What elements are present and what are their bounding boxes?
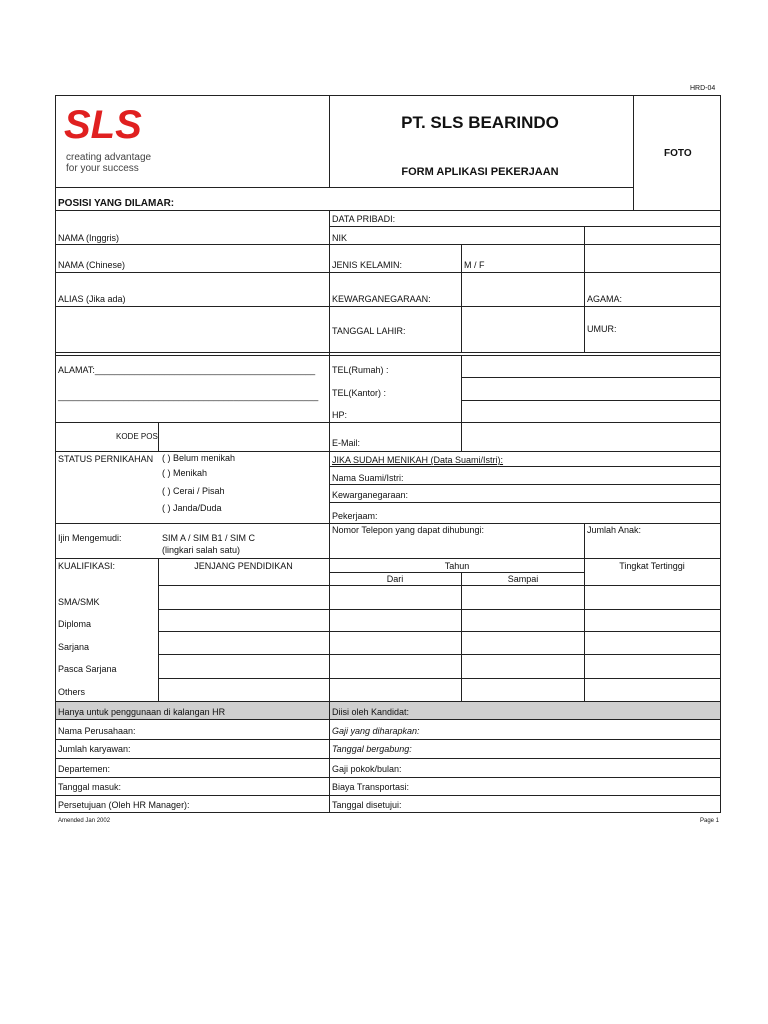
nama-perusahaan-label: Nama Perusahaan: [58, 726, 136, 736]
gaji-diharapkan-label: Gaji yang diharapkan: [332, 726, 420, 736]
edu-level-2: Diploma [58, 619, 92, 629]
data-pribadi-label: DATA PRIBADI: [332, 214, 396, 224]
tanggal-bergabung-label: Tanggal bergabung: [332, 744, 412, 754]
form-title: FORM APLIKASI PEKERJAAN [401, 166, 559, 178]
tagline-line2: for your success [66, 163, 139, 174]
biaya-transportasi-label: Biaya Transportasi: [332, 782, 410, 792]
tel-kantor-label: TEL(Kantor) : [332, 388, 387, 398]
tanggal-masuk-label: Tanggal masuk: [58, 782, 122, 792]
jenis-kelamin-label: JENIS KELAMIN: [332, 260, 403, 270]
nomor-telepon-label: Nomor Telepon yang dapat dihubungi: [332, 525, 484, 535]
sim-note: (lingkari salah satu) [162, 545, 241, 555]
departemen-label: Departemen: [58, 764, 111, 774]
tahun-header: Tahun [444, 561, 470, 571]
posisi-label: POSISI YANG DILAMAR: [58, 198, 175, 209]
kewarganegaraan-label: KEWARGANEGARAAN: [332, 294, 431, 304]
persetujuan-label: Persetujuan (Oleh HR Manager): [58, 800, 190, 810]
tingkat-header: Tingkat Tertinggi [619, 561, 685, 571]
edu-level-3: Sarjana [58, 642, 90, 652]
nama-chinese-label: NAMA (Chinese) [58, 260, 126, 270]
pekerjaan-label: Pekerjaam: [332, 511, 378, 521]
tagline-line1: creating advantage [66, 152, 152, 163]
edu-level-5: Others [58, 687, 86, 697]
kualifikasi-label: KUALIFIKASI: [58, 561, 116, 571]
status-option-2: ( ) Menikah [162, 468, 208, 478]
alamat-label: ALAMAT:____________________________________________ [58, 365, 316, 375]
nama-inggris-label: NAMA (Inggris) [58, 233, 120, 243]
status-option-3: ( ) Cerai / Pisah [162, 486, 225, 496]
hr-only-label: Hanya untuk penggunaan di kalangan HR [58, 707, 226, 717]
ijin-mengemudi-label: Ijin Mengemudi: [58, 533, 122, 543]
umur-label: UMUR: [587, 324, 617, 334]
tel-rumah-label: TEL(Rumah) : [332, 365, 389, 375]
photo-label: FOTO [664, 148, 692, 159]
alias-label: ALIAS (Jika ada) [58, 294, 126, 304]
edu-level-1: SMA/SMK [58, 597, 100, 607]
logo-text: SLS [64, 104, 142, 144]
agama-label: AGAMA: [587, 294, 623, 304]
jumlah-karyawan-label: Jumlah karyawan: [58, 744, 131, 754]
doc-code: HRD-04 [690, 85, 716, 92]
sls-logo [64, 104, 164, 144]
tanggal-disetujui-label: Tanggal disetujui: [332, 800, 402, 810]
email-label: E-Mail: [332, 438, 361, 448]
company-name: PT. SLS BEARINDO [401, 113, 559, 132]
gender-options: M / F [464, 260, 485, 270]
gaji-pokok-label: Gaji pokok/bulan: [332, 764, 402, 774]
alamat-line2: ____________________________________________________ [58, 391, 319, 401]
nama-suami-label: Nama Suami/Istri: [332, 473, 404, 483]
jika-menikah-label: JIKA SUDAH MENIKAH (Data Suami/Istri): [332, 455, 504, 465]
sampai-header: Sampai [507, 574, 539, 584]
tanggal-lahir-label: TANGGAL LAHIR: [332, 326, 406, 336]
hp-label: HP: [332, 410, 348, 420]
jenjang-header: JENJANG PENDIDIKAN [194, 561, 293, 571]
jumlah-anak-label: Jumlah Anak: [587, 525, 642, 535]
kewarganegaraan2-label: Kewarganegaraan: [332, 490, 409, 500]
status-pernikahan-label: STATUS PERNIKAHAN [58, 454, 154, 464]
footer-page: Page 1 [700, 818, 720, 824]
kode-pos-label: KODE POS [116, 432, 158, 441]
footer-amended: Amended Jan 2002 [58, 818, 111, 824]
nik-label: NIK [332, 233, 348, 243]
status-option-1: ( ) Belum menikah [162, 453, 236, 463]
diisi-kandidat-label: Diisi oleh Kandidat: [332, 707, 410, 717]
edu-level-4: Pasca Sarjana [58, 664, 117, 674]
dari-header: Dari [386, 574, 404, 584]
status-option-4: ( ) Janda/Duda [162, 503, 222, 513]
sim-options: SIM A / SIM B1 / SIM C [162, 533, 256, 543]
